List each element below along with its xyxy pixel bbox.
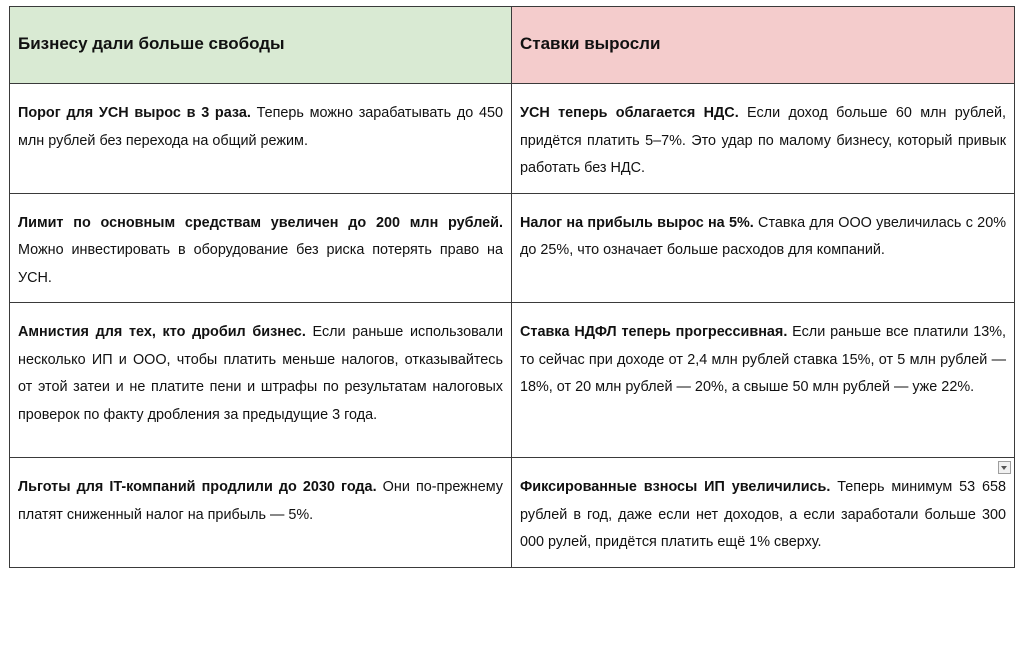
header-cell-right <box>512 7 1015 84</box>
cell-right <box>512 458 1015 568</box>
table-row <box>10 303 1015 458</box>
cell-bold-lead: Налог на прибыль вырос на 5%. <box>520 214 754 231</box>
cell-body: Теперь минимум 53 658 рублей в год, даже если нет доходов, а если заработали больше 300 000 рулей, придётся платить ещё 1% сверху. <box>520 479 1006 550</box>
cell-right <box>512 84 1015 194</box>
cell-bold-lead: Ставка НДФЛ теперь прогрессивная. <box>520 324 788 340</box>
cell-text <box>512 303 1014 412</box>
cell-text <box>512 194 1014 275</box>
cell-body: Если доход больше 60 млн рублей, придётся платить 5–7%. Это удар по малому бизнесу, который привык работать без НДС. <box>520 105 1006 176</box>
comparison-table <box>9 6 1015 568</box>
cell-body: Если раньше использовали несколько ИП и ООО, чтобы платить меньше налогов, отказывайтесь от этой затеи и не платите пени и штрафы по результатам налоговых проверок по факту дробления за предыдущие 3 года. <box>18 324 503 423</box>
comparison-table-container <box>9 6 1012 646</box>
cell-left <box>10 193 512 303</box>
cell-body: Можно инвестировать в оборудование без риска потерять право на УСН. <box>18 242 503 286</box>
cell-bold-lead: Лимит по основным средствам увеличен до 200 млн рублей. <box>18 214 503 231</box>
table-row <box>10 458 1015 568</box>
cell-right <box>512 303 1015 458</box>
cell-text <box>10 84 511 165</box>
header-right-title: Ставки выросли <box>520 34 661 53</box>
cell-bold-lead: УСН теперь облагается НДС. <box>520 105 739 121</box>
cell-body: Теперь можно зарабатывать до 450 млн рублей без перехода на общий режим. <box>18 105 503 149</box>
cell-bold-lead: Льготы для IT-компаний продлили до 2030 года. <box>18 479 377 495</box>
cell-left <box>10 458 512 568</box>
header-left-title: Бизнесу дали больше свободы <box>18 34 285 53</box>
header-row <box>10 7 1015 84</box>
cell-right <box>512 193 1015 303</box>
table-row <box>10 193 1015 303</box>
cell-text <box>512 458 1014 567</box>
cell-body: Ставка для ООО увеличилась с 20% до 25%, что означает больше расходов для компаний. <box>520 214 1006 258</box>
cell-left <box>10 303 512 458</box>
cell-dropdown-icon[interactable] <box>998 461 1011 474</box>
header-cell-left <box>10 7 512 84</box>
table-row <box>10 84 1015 194</box>
cell-text <box>10 458 511 539</box>
cell-text <box>10 194 511 303</box>
cell-bold-lead: Амнистия для тех, кто дробил бизнес. <box>18 324 306 340</box>
cell-body: Если раньше все платили 13%, то сейчас при доходе от 2,4 млн рублей ставка 15%, от 5 млн рублей — 18%, от 20 млн рублей — 20%, а свыше 50 млн рублей — уже 22%. <box>520 324 1007 395</box>
cell-left <box>10 84 512 194</box>
cell-body: Они по-прежнему платят сниженный налог на прибыль — 5%. <box>18 479 504 523</box>
cell-bold-lead: Порог для УСН вырос в 3 раза. <box>18 105 251 121</box>
cell-text <box>10 303 511 439</box>
cell-bold-lead: Фиксированные взносы ИП увеличились. <box>520 479 831 495</box>
cell-text <box>512 84 1014 193</box>
